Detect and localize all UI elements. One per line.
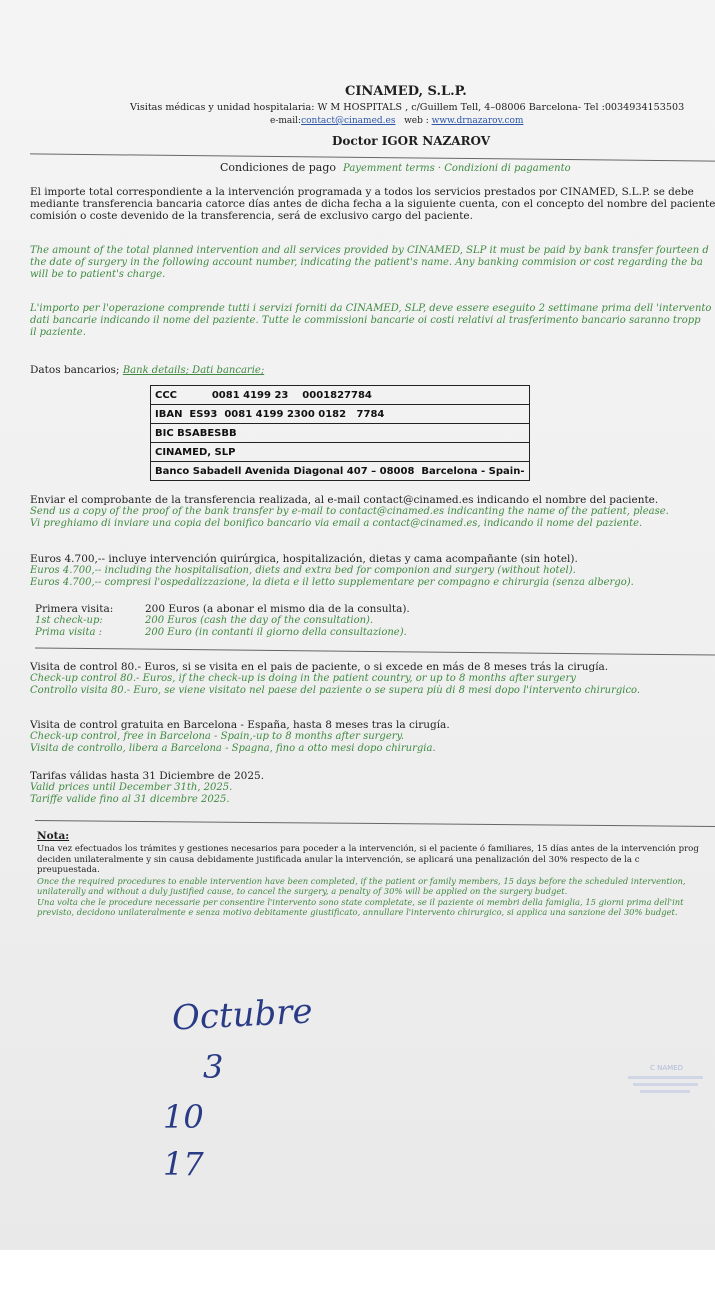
bank-details-table [150,385,530,481]
payment-terms-title: Condiciones de pago Payemment terms · Condizioni di pagamento [220,161,571,174]
faint-stamp: C NAMED [628,1062,708,1102]
email-link[interactable]: contact@cinamed.es [301,116,396,126]
first-visit-block: Primera visita: 200 Euros (a abonar el mismo dia de la consulta). 1st check-up: 200 Euros (cash the day of the consultation). Prima visita : 200 Euro (in contanti il giorno della consultazione). [35,603,410,638]
web-link[interactable]: www.drnazarov.com [431,116,524,126]
bank-bic: BIC BSABESBB [151,424,530,443]
payment-paragraph-es: El importe total correspondiente a la intervención programada y a todos los servicios prestados por CINAMED, S.L.P. se debe mediante transferencia bancaria catorce días antes de dicha fecha a la siguiente cuenta, con el concepto del nombre del paciente comisión o coste devenido de la transferencia, será de exclusivo cargo del paciente. [30,186,715,222]
note-block: Una vez efectuados los trámites y gestiones necesarios para poceder a la intervención, si el paciente ó familiares, 15 días antes de la intervención prog deciden unilateralmente y sin causa debidamente justificada anular la intervención, se aplicará una penalización del 30% respecto de la c preupuestada. Once the required procedures to enable intervention have been completed, if the patient or family members, 15 days before the scheduled intervention, unilaterally and without a duly justified cause, to cancel the surgery, a penalty of 30% will be applied on the surgery budget. Una volta che le procedure necessarie per consentire l'intervento sono state completate, se il paziente oi membri della famiglia, 15 giorni prima dell'int previsto, decidono unilateralmente e senza motivo debitamente giustificato, annullare l'intervento chirurgico, si applica una sanzione del 30% budget. [37,844,699,917]
bank-iban: IBAN ES93 0081 4199 2300 0182 7784 [151,405,530,424]
control-paid-block: Visita de control 80.- Euros, si se visita en el pais de paciente, o si excede en más de 8 meses trás la cirugía. Check-up control 80.- Euros, if the check-up is doing in the patient country, or up to 8 months after surgery Controllo visita 80.- Euro, se viene visitato nel paese del paziente o se supera più di 8 mesi dopo l'intervento chirurgico. [30,661,641,696]
table-row [151,462,530,481]
bank-address: Banco Sabadell Avenida Diagonal 407 – 08008 Barcelona - Spain- [151,462,530,481]
price-block: Euros 4.700,-- incluye intervención quirúrgica, hospitalización, dietas y cama acompañante (sin hotel). Euros 4.700,-- including the hospitalisation, diets and extra bed for componion and surgery (without hotel). Euros 4.700,-- compresi l'ospedalizzazione, la dieta e il letto supplementare per compagno e chirurgia (senza albergo). [30,553,634,588]
handwritten-month: Octubre [171,991,314,1039]
table-row [151,405,530,424]
bank-ccc: CCC 0081 4199 23 0001827784 [151,386,530,405]
payment-terms-translations: Payemment terms · Condizioni di pagamento [343,163,571,174]
address-line: Visitas médicas y unidad hospitalaria: W M HOSPITALS , c/Guillem Tell, 4–08006 Barcelona- Tel :0034934153503 [130,102,685,113]
table-row [151,443,530,462]
payment-paragraph-it: L'importo per l'operazione comprende tutti i servizi forniti da CINAMED, SLP, deve essere eseguito 2 settimane prima dell 'intervento dati bancarie indicando il nome del paziente. Tutte le commissioni bancarie oi costi relativi al trasferimento bancario saranno tropp il paziente. [30,303,712,338]
web-label: web : [404,116,429,126]
handwritten-day-10: 10 [163,1098,204,1136]
handwritten-day-17: 17 [163,1145,204,1183]
handwritten-day-3: 3 [203,1048,224,1086]
divider [35,647,715,655]
divider [35,820,715,827]
table-row [151,386,530,405]
email-label: e-mail: [270,116,302,126]
doctor-name: Doctor IGOR NAZAROV [332,134,491,148]
control-free-block: Visita de control gratuita en Barcelona - España, hasta 8 meses tras la cirugía. Check-up control, free in Barcelona - Spain,-up to 8 months after surgery. Visita de controllo, libera a Barcelona - Spagna, fino a otto mesi dopo chirurgia. [30,719,450,754]
contact-line [270,116,523,126]
validity-block: Tarifas válidas hasta 31 Diciembre de 2025. Valid prices until December 31th, 2025. Tariffe valide fino al 31 dicembre 2025. [30,770,265,805]
bank-holder: CINAMED, SLP [151,443,530,462]
bank-details-label: Datos bancarios; Bank details; Dati bancarie; [30,364,265,376]
table-row [151,424,530,443]
note-title: Nota: [37,830,70,842]
send-proof-block: Enviar el comprobante de la transferencia realizada, al e-mail contact@cinamed.es indicando el nombre del paciente. Send us a copy of the proof of the bank transfer by e-mail to contact@cinamed.es indicanting the name of the patient, please. Vi preghiamo di inviare una copia del bonifico bancario via email a contact@cinamed.es, indicando il nome del paziente. [30,494,669,529]
payment-paragraph-en: The amount of the total planned intervention and all services provided by CINAMED, SLP it must be paid by bank transfer fourteen d the date of surgery in the following account number, indicating the patient's name. Any banking commision or cost regarding the ba will be to patient's charge. [30,245,709,280]
company-name: CINAMED, S.L.P. [345,84,467,99]
